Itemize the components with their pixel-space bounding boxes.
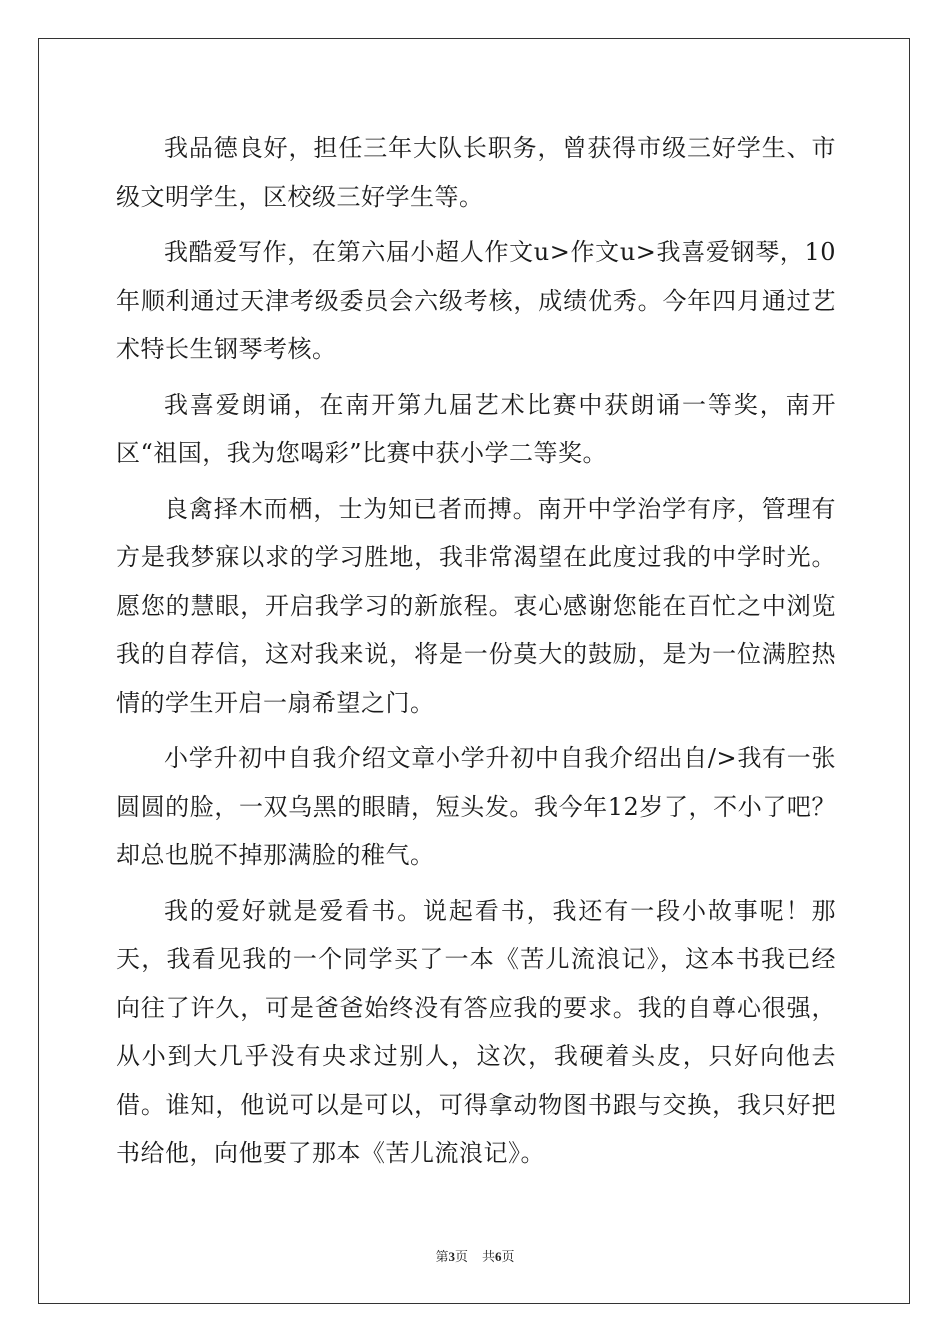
page-prefix: 第: [435, 1249, 449, 1264]
paragraph: 小学升初中自我介绍文章小学升初中自我介绍出自/>我有一张圆圆的脸，一双乌黑的眼睛，短头发。我今年12岁了，不小了吧？却总也脱不掉那满脸的稚气。: [116, 744, 836, 869]
page-suffix: 页: [454, 1249, 468, 1264]
paragraph: 我的爱好就是爱看书。说起看书，我还有一段小故事呢！那天，我看见我的一个同学买了一本《苦儿流浪记》，这本书我已经向往了许久，可是爸爸始终没有答应我的要求。我的自尊心很强，从小到大几乎没有央求过别人，这次，我硬着头皮，只好向他去借。谁知，他说可以是可以，可得拿动物图书跟与交换，我只好把书给他，向他要了那本《苦儿流浪记》。: [116, 896, 836, 1167]
total-suffix: 页: [501, 1249, 515, 1264]
current-page-number: 3: [448, 1249, 455, 1264]
total-prefix: 共: [482, 1249, 496, 1264]
paragraph: 我品德良好，担任三年大队长职务，曾获得市级三好学生、市级文明学生，区校级三好学生等。: [116, 134, 836, 211]
paragraph: 我酷爱写作，在第六届小超人作文u>作文u>我喜爱钢琴，10年顺利通过天津考级委员会六级考核，成绩优秀。今年四月通过艺术特长生钢琴考核。: [116, 238, 836, 363]
page-footer: [0, 1246, 950, 1265]
paragraph: 良禽择木而栖，士为知已者而搏。南开中学治学有序，管理有方是我梦寐以求的学习胜地，我非常渴望在此度过我的中学时光。愿您的慧眼，开启我学习的新旅程。衷心感谢您能在百忙之中浏览我的自荐信，这对我来说，将是一份莫大的鼓励，是为一位满腔热情的学生开启一扇希望之门。: [116, 494, 836, 717]
total-page-number: 6: [495, 1249, 502, 1264]
paragraph: 我喜爱朗诵，在南开第九届艺术比赛中获朗诵一等奖，南开区“祖国，我为您喝彩”比赛中获小学二等奖。: [116, 390, 836, 467]
document-body: [116, 124, 836, 1185]
